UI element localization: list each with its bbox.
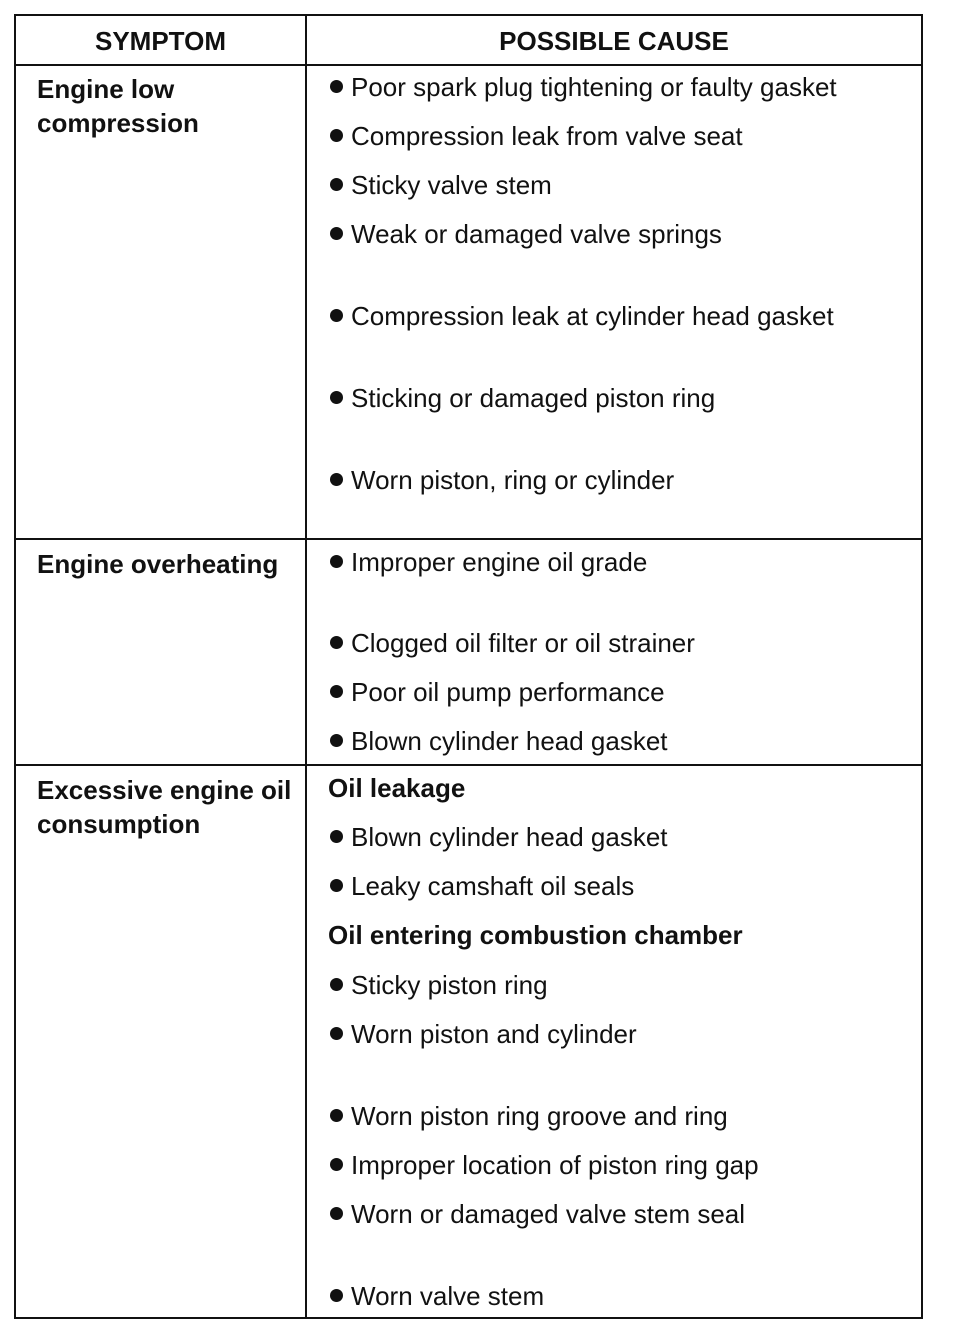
bullet-icon — [330, 1109, 343, 1122]
subheading-oil-entering-combustion-chamber: Oil entering combustion chamber — [328, 920, 743, 950]
bullet-icon — [330, 685, 343, 698]
bullet-icon — [330, 473, 343, 486]
bullet-icon — [330, 309, 343, 322]
symptom-excessive-oil-consumption: Excessive engine oil consumption — [37, 775, 292, 839]
cause-item: Improper engine oil grade — [330, 547, 647, 578]
bullet-icon — [330, 1158, 343, 1171]
header-divider — [16, 64, 921, 66]
cause-item: Worn piston and cylinder — [330, 1019, 637, 1050]
header-possible-cause: POSSIBLE CAUSE — [499, 26, 729, 56]
bullet-icon — [330, 879, 343, 892]
bullet-icon — [330, 178, 343, 191]
cause-item: Poor oil pump performance — [330, 677, 665, 708]
bullet-icon — [330, 734, 343, 747]
cause-item: Compression leak from valve seat — [330, 121, 743, 152]
subheading-oil-leakage: Oil leakage — [328, 773, 466, 803]
cause-item: Leaky camshaft oil seals — [330, 871, 634, 902]
cause-item: Improper location of piston ring gap — [330, 1150, 759, 1181]
bullet-icon — [330, 391, 343, 404]
bullet-icon — [330, 978, 343, 991]
cause-item: Sticking or damaged piston ring — [330, 383, 715, 414]
bullet-icon — [330, 227, 343, 240]
bullet-icon — [330, 80, 343, 93]
bullet-icon — [330, 129, 343, 142]
cause-item: Clogged oil filter or oil strainer — [330, 628, 695, 659]
row-divider — [16, 764, 921, 766]
cause-item: Poor spark plug tightening or faulty gasket — [330, 72, 837, 103]
column-divider — [305, 16, 307, 1317]
cause-item: Worn valve stem — [330, 1281, 544, 1312]
symptom-engine-overheating: Engine overheating — [37, 549, 279, 579]
cause-item: Blown cylinder head gasket — [330, 822, 668, 853]
bullet-icon — [330, 636, 343, 649]
bullet-icon — [330, 1027, 343, 1040]
cause-item: Worn piston ring groove and ring — [330, 1101, 728, 1132]
bullet-icon — [330, 1207, 343, 1220]
header-symptom: SYMPTOM — [95, 26, 226, 56]
cause-item: Worn piston, ring or cylinder — [330, 465, 674, 496]
cause-item: Compression leak at cylinder head gasket — [330, 301, 834, 332]
bullet-icon — [330, 1289, 343, 1302]
cause-item: Sticky valve stem — [330, 170, 552, 201]
cause-item: Sticky piston ring — [330, 970, 548, 1001]
troubleshooting-table — [14, 14, 923, 1319]
cause-item: Worn or damaged valve stem seal — [330, 1199, 745, 1230]
bullet-icon — [330, 830, 343, 843]
cause-item: Weak or damaged valve springs — [330, 219, 722, 250]
row-divider — [16, 538, 921, 540]
bullet-icon — [330, 555, 343, 568]
cause-item: Blown cylinder head gasket — [330, 726, 668, 757]
symptom-engine-low-compression: Engine low compression — [37, 74, 199, 138]
